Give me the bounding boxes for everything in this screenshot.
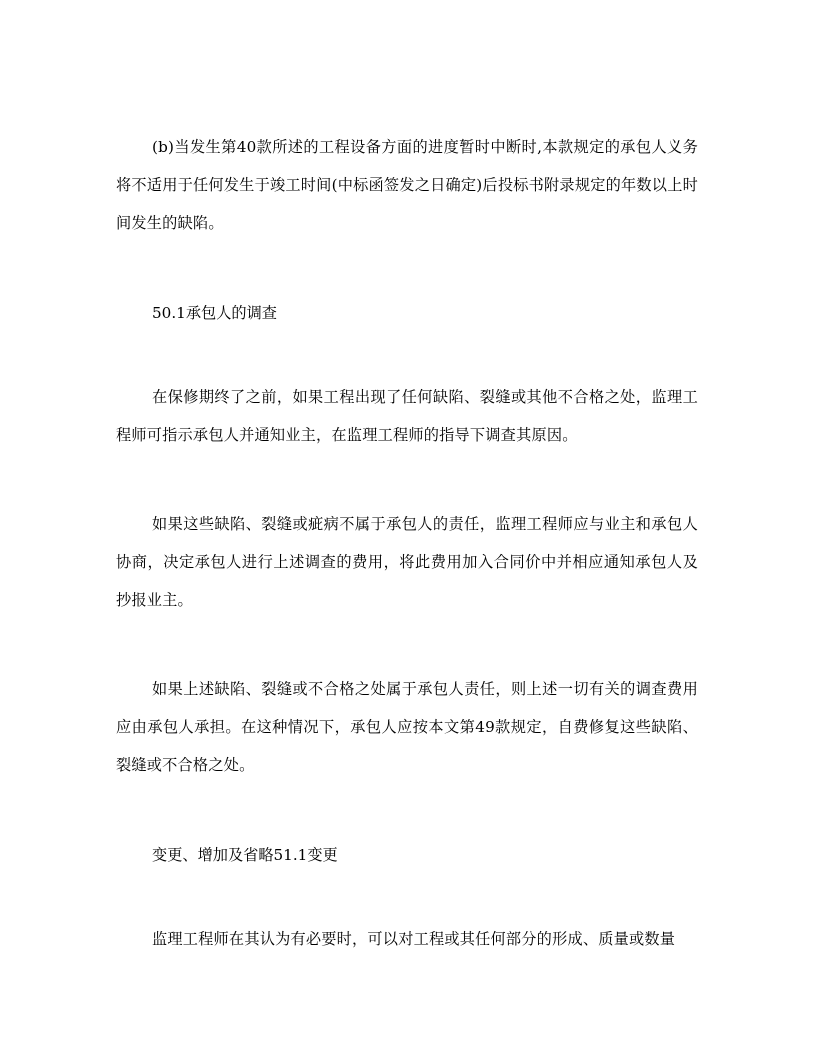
section-heading-51-1: 变更、增加及省略51.1变更 [152, 846, 338, 864]
paragraph-contractor-responsibility: 如果上述缺陷、裂缝或不合格之处属于承包人责任，则上述一切有关的调查费用应由承包人承担。在这种情况下，承包人应按本文第49款规定，自费修复这些缺陷、裂缝或不合格之处。 [116, 680, 698, 774]
paragraph-investigation-instruction: 在保修期终了之前，如果工程出现了任何缺陷、裂缝或其他不合格之处，监理工程师可指示承包人并通知业主，在监理工程师的指导下调查其原因。 [116, 388, 698, 444]
paragraph-defect-obligation: (b)当发生第40款所述的工程设备方面的进度暂时中断时,本款规定的承包人义务将不适用于任何发生于竣工时间(中标函签发之日确定)后投标书附录规定的年数以上时间发生的缺陷。 [116, 138, 698, 232]
paragraph-variation-clause: 监理工程师在其认为有必要时，可以对工程或其任何部分的形成、质量或数量 [152, 930, 676, 948]
paragraph-not-contractor-responsibility: 如果这些缺陷、裂缝或疵病不属于承包人的责任，监理工程师应与业主和承包人协商，决定承包人进行上述调查的费用，将此费用加入合同价中并相应通知承包人及抄报业主。 [116, 515, 698, 609]
section-heading-50-1: 50.1承包人的调查 [152, 304, 277, 322]
